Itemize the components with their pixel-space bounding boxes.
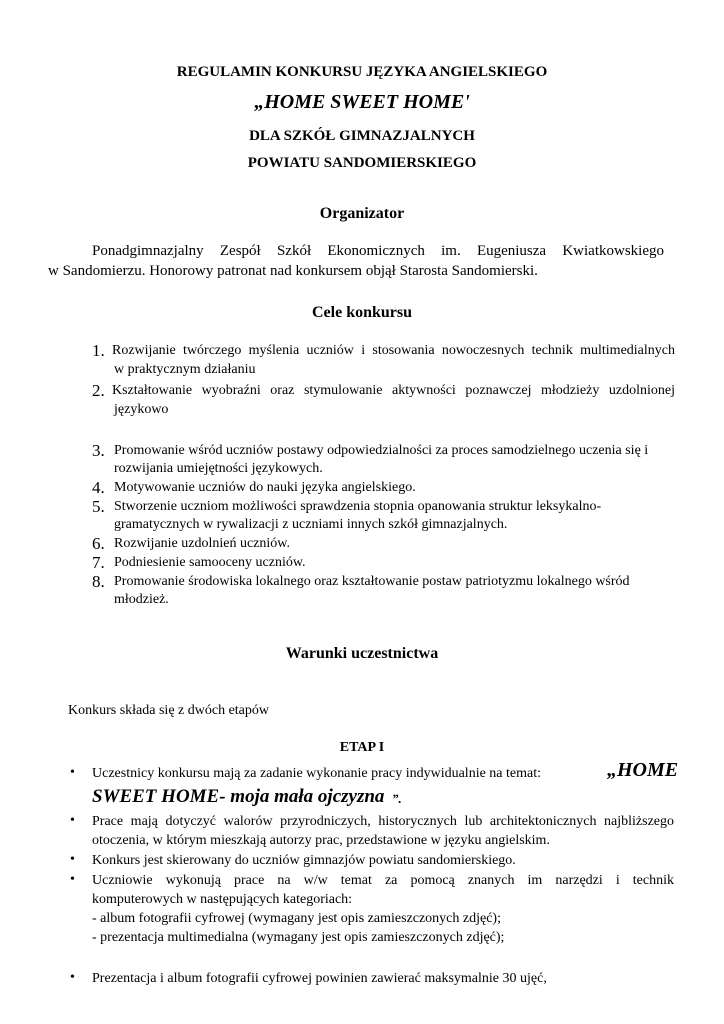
bullet-icon: • (70, 970, 75, 985)
goal-item-line: rozwijania umiejętności językowych. (114, 461, 323, 476)
goal-number: 4. (92, 478, 105, 497)
bullet-text: otoczenia, w którym mieszkają autorzy prac, przedstawione w języku angielskim. (92, 833, 550, 848)
bullet-text: Prace mają dotyczyć walorów przyrodniczych, historycznych lub architektonicznych najbliższego (92, 814, 674, 829)
goal-item-line: Promowanie wśród uczniów postawy odpowiedzialności za proces samodzielnego uczenia się i (114, 443, 649, 458)
goal-item-line: gramatycznych w rywalizacji z uczniami innych szkół gimnazjalnych. (114, 517, 508, 532)
bullet-text: Uczestnicy konkursu mają za zadanie wykonanie pracy indywidualnie na temat: (92, 766, 541, 781)
bullet-text: Konkurs jest skierowany do uczniów gimnazjów powiatu sandomierskiego. (92, 853, 516, 868)
doc-title-line4: POWIATU SANDOMIERSKIEGO (247, 155, 477, 171)
goal-number: 8. (92, 572, 105, 591)
stage-heading: ETAP I (339, 740, 385, 755)
bullet-text: Prezentacja i album fotografii cyfrowej powinien zawierać maksymalnie 30 ujęć, (92, 971, 547, 986)
goal-item-line: w praktycznym działaniu (114, 362, 256, 377)
bullet-text: - album fotografii cyfrowej (wymagany jest opis zamieszczonych zdjęć); (92, 911, 501, 926)
goal-item-line: Kształtowanie wyobraźni oraz stymulowanie aktywności poznawczej młodzieży uzdolnionej (112, 383, 675, 398)
bullet-icon: • (70, 813, 75, 828)
goal-item-line: Rozwijanie twórczego myślenia uczniów i stosowania nowoczesnych technik multimedialnych (112, 343, 675, 358)
goal-item-line: Rozwijanie uzdolnień uczniów. (114, 536, 290, 551)
goal-number: 3. (92, 441, 105, 460)
goal-item-line: młodzież. (114, 592, 169, 607)
contest-theme-part2: SWEET HOME- moja mała ojczyzna (92, 786, 385, 807)
goal-item-line: Stworzenie uczniom możliwości sprawdzenia stopnia opanowania struktur leksykalno- (114, 499, 602, 514)
organizer-text-line1: Ponadgimnazjalny Zespół Szkół Ekonomicznych im. Eugeniusza Kwiatkowskiego (92, 243, 664, 259)
goal-number: 6. (92, 534, 105, 553)
contest-theme-part3: ”. (392, 791, 402, 806)
bullet-icon: • (70, 852, 75, 867)
doc-subtitle: „HOME SWEET HOME' (254, 91, 470, 113)
goal-number: 5. (92, 497, 105, 516)
conditions-intro: Konkurs składa się z dwóch etapów (68, 703, 270, 718)
bullet-text: - prezentacja multimedialna (wymagany jest opis zamieszczonych zdjęć); (92, 930, 505, 945)
goals-heading: Cele konkursu (311, 304, 413, 321)
contest-theme-part1: „HOME (607, 759, 679, 781)
goal-item-line: Motywowanie uczniów do nauki języka angielskiego. (114, 480, 416, 495)
bullet-icon: • (70, 872, 75, 887)
bullet-text: komputerowych w następujących kategoriach: (92, 892, 353, 907)
goal-item-line: Podniesienie samooceny uczniów. (114, 555, 306, 570)
goal-number: 7. (92, 553, 105, 572)
doc-title-line3: DLA SZKÓŁ GIMNAZJALNYCH (249, 128, 475, 144)
doc-title: REGULAMIN KONKURSU JĘZYKA ANGIELSKIEGO (176, 64, 548, 80)
bullet-text: Uczniowie wykonują prace na w/w temat za pomocą znanych im narzędzi i technik (92, 873, 674, 888)
bullet-icon: • (70, 765, 75, 780)
organizer-text-line2: w Sandomierzu. Honorowy patronat nad konkursem objął Starosta Sandomierski. (48, 263, 538, 279)
goal-number: 1. (92, 341, 105, 360)
conditions-heading: Warunki uczestnictwa (285, 645, 439, 662)
goal-item-line: językowo (114, 402, 169, 417)
organizer-heading: Organizator (319, 205, 405, 222)
goal-item-line: Promowanie środowiska lokalnego oraz kształtowanie postaw patriotyzmu lokalnego wśród (114, 574, 630, 589)
goal-number: 2. (92, 381, 105, 400)
